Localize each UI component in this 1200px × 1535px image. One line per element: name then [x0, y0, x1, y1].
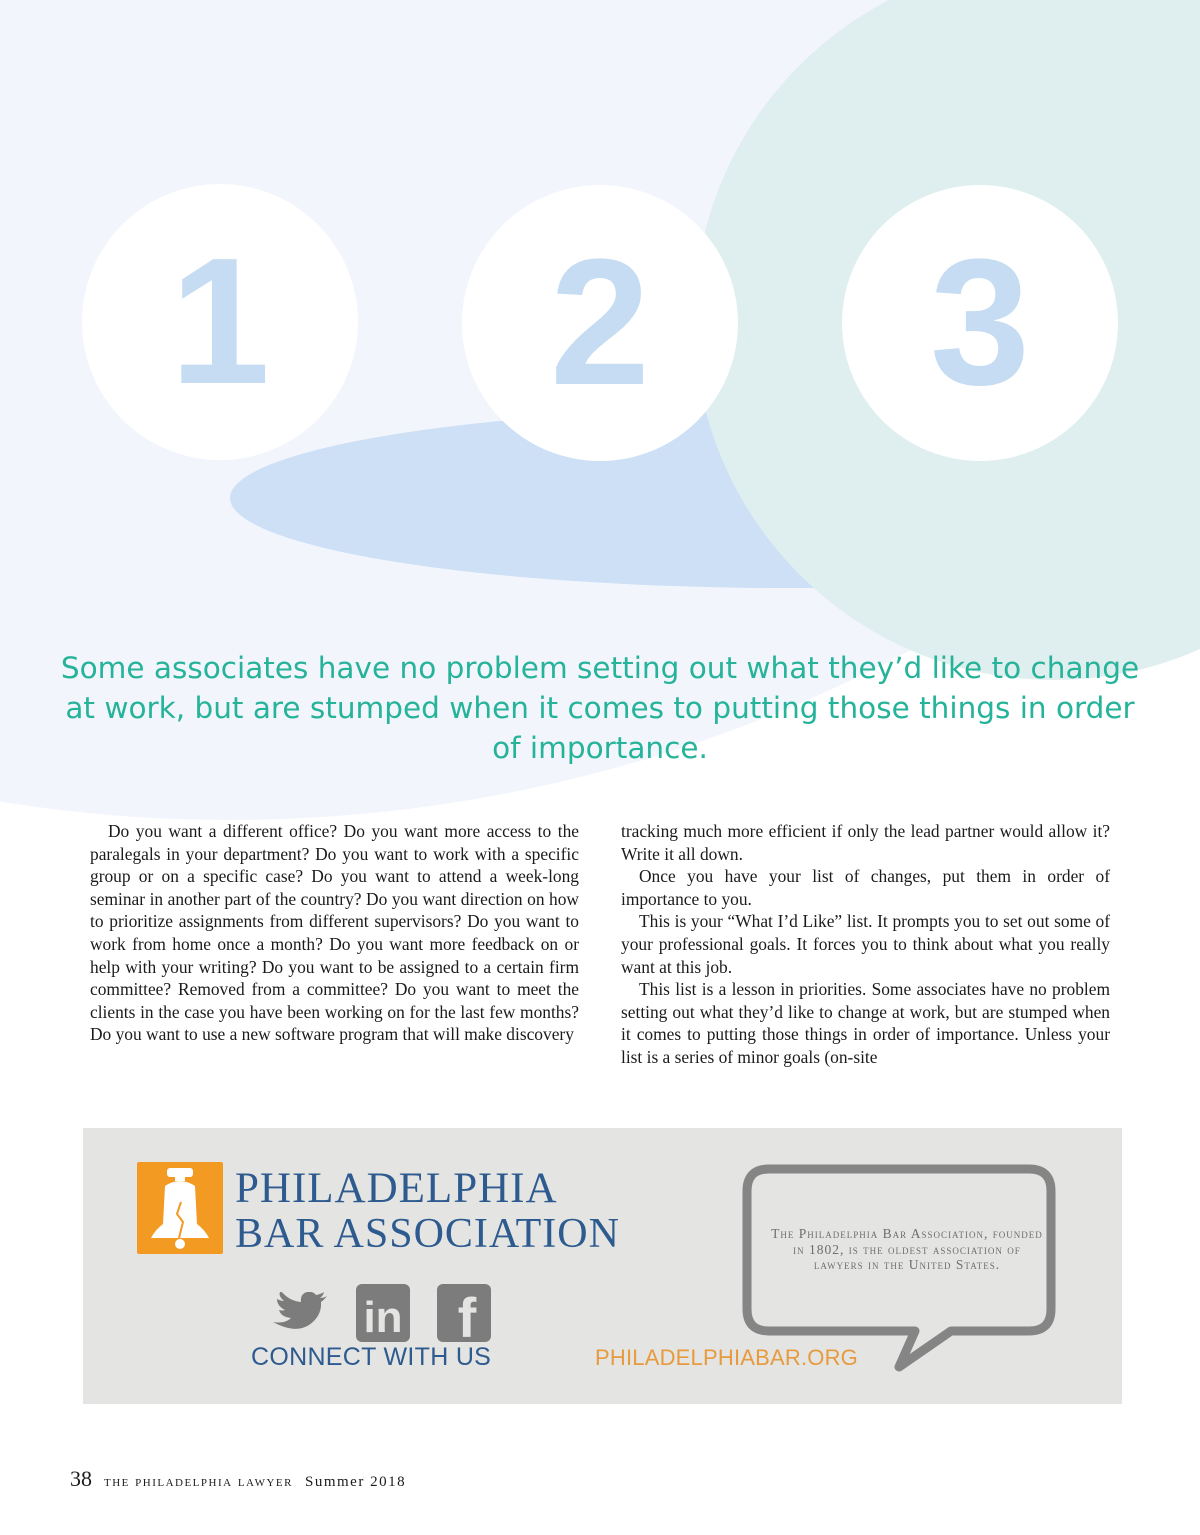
- paragraph: This list is a lesson in priorities. Some associates have no problem setting out what they’d like to change at work, but are stumped when it comes to putting those things in order of importance. Unless your list is a series of minor goals (on-site: [621, 979, 1110, 1067]
- step-circle-1: [82, 184, 358, 460]
- paragraph: Do you want a different office? Do you want more access to the paralegals in your department? Do you want to work with a specific group or on a specific case? Do you want to attend a week-long seminar in another part of the country? Do you want direction on how to prioritize assignments from different supervisors? Do you want to work from home once a month? Do you want more feedback on or help with your writing? Do you want to be assigned to a certain firm committee? Removed from a committee? Do you want to meet the clients in the case you have been working on for the last few months? Do you want to use a new software program that will make discovery: [90, 821, 579, 1045]
- step-number-1: 1: [169, 221, 271, 422]
- connect-with-us-label: CONNECT WITH US: [251, 1343, 492, 1371]
- liberty-bell-logo: [137, 1162, 223, 1254]
- magazine-title: the philadelphia lawyer: [104, 1474, 293, 1490]
- website-link[interactable]: PHILADELPHIABAR.ORG: [595, 1345, 858, 1370]
- facebook-glyph: f: [457, 1286, 477, 1349]
- linkedin-icon[interactable]: [356, 1284, 410, 1342]
- paragraph: This is your “What I’d Like” list. It prompts you to set out some of your professional goals. It forces you to think about what you really want at this job.: [621, 911, 1110, 977]
- pull-quote: Some associates have no problem setting out what they’d like to change at work, but are stumped when it comes to putting those things in order of importance.: [60, 651, 1140, 765]
- bubble-text: The Philadelphia Bar Association, founded in 1802, is the oldest association of lawyers in the United States.: [771, 1226, 1043, 1272]
- paragraph: Once you have your list of changes, put them in order of importance to you.: [621, 866, 1110, 909]
- step-number-3: 3: [929, 222, 1031, 423]
- paragraph: tracking much more efficient if only the lead partner would allow it? Write it all down.: [621, 821, 1110, 864]
- logo-text-bar-association: BAR ASSOCIATION: [235, 1211, 620, 1257]
- linkedin-glyph: in: [363, 1293, 403, 1342]
- article-column-left: [90, 820, 579, 1046]
- step-circle-3: [842, 185, 1118, 461]
- article-column-right: [621, 820, 1110, 1069]
- page-number: 38: [70, 1466, 92, 1491]
- twitter-icon[interactable]: [271, 1292, 329, 1337]
- issue-date: Summer 2018: [305, 1474, 407, 1490]
- bar-association-ad: [83, 1128, 1122, 1404]
- step-number-2: 2: [549, 222, 651, 423]
- facebook-icon[interactable]: [437, 1284, 491, 1349]
- page-footer: [70, 1466, 406, 1492]
- logo-text-philadelphia: PHILADELPHIA: [235, 1165, 558, 1212]
- step-circle-2: [462, 185, 738, 461]
